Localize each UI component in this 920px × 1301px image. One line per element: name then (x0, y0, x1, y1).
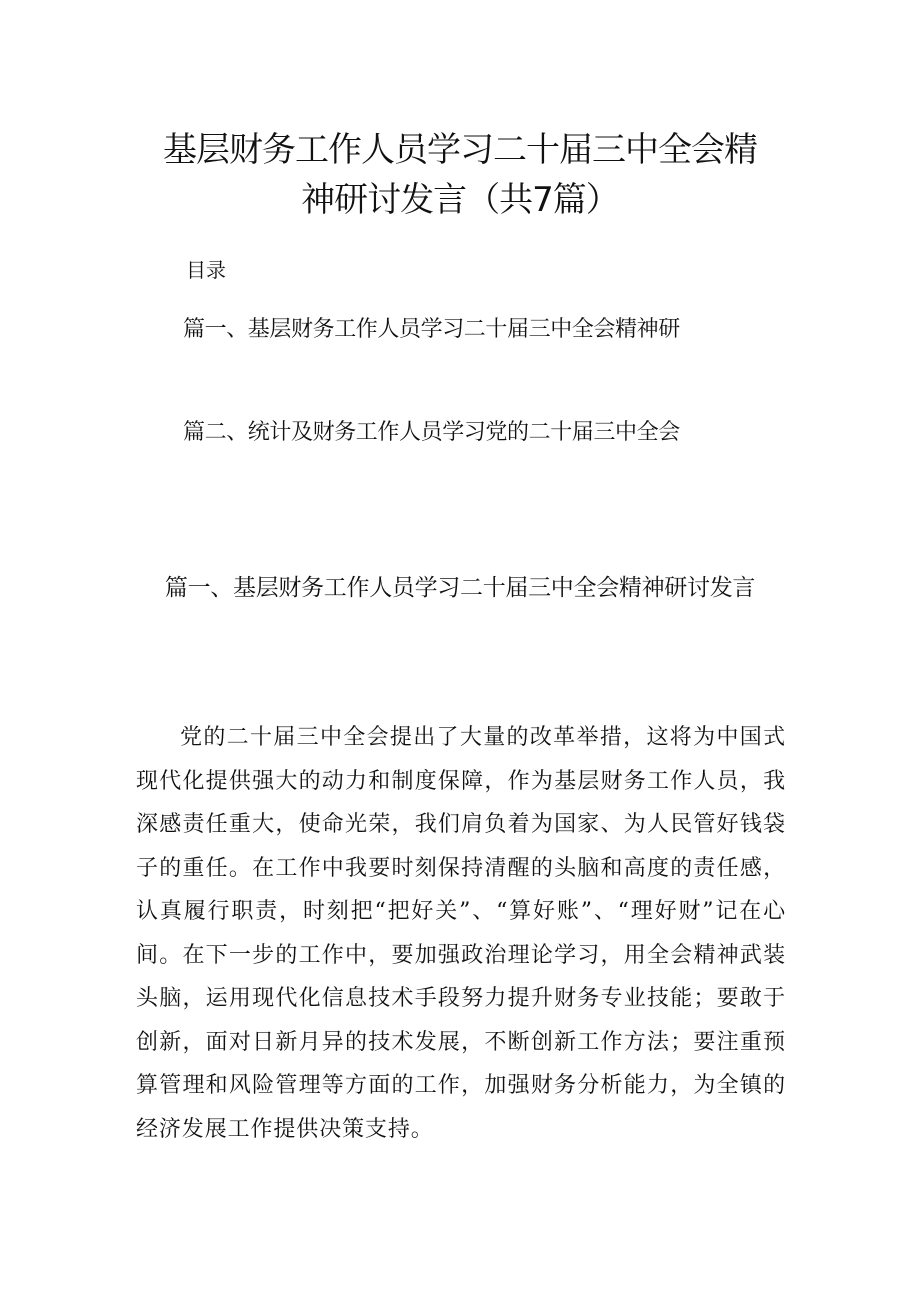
toc-item-1: 篇一、基层财务工作人员学习二十届三中全会精神研 (183, 317, 680, 342)
table-of-contents-heading: 目录 (186, 258, 226, 282)
toc-item-2: 篇二、统计及财务工作人员学习党的二十届三中全会 (183, 420, 680, 445)
document-title: 基层财务工作人员学习二十届三中全会精神研讨发言（共7篇） (163, 130, 757, 220)
section-title: 篇一、基层财务工作人员学习二十届三中全会精神研讨发言 (164, 575, 756, 601)
body-paragraph: 党的二十届三中全会提出了大量的改革举措，这将为中国式现代化提供强大的动力和制度保障，作为基层财务工作人员，我深感责任重大，使命光荣，我们肩负着为国家、为人民管好钱袋子的重任。在工作中我要时刻保持清醒的头脑和高度的责任感，认真履行职责，时刻把“把好关”、“算好账”、“理好财”记在心间。在下一步的工作中，要加强政治理论学习，用全会精神武装头脑，运用现代化信息技术手段努力提升财务专业技能；要敢于创新，面对日新月异的技术发展，不断创新工作方法；要注重预算管理和风险管理等方面的工作，加强财务分析能力，为全镇的经济发展工作提供决策支持。 (136, 725, 786, 1142)
